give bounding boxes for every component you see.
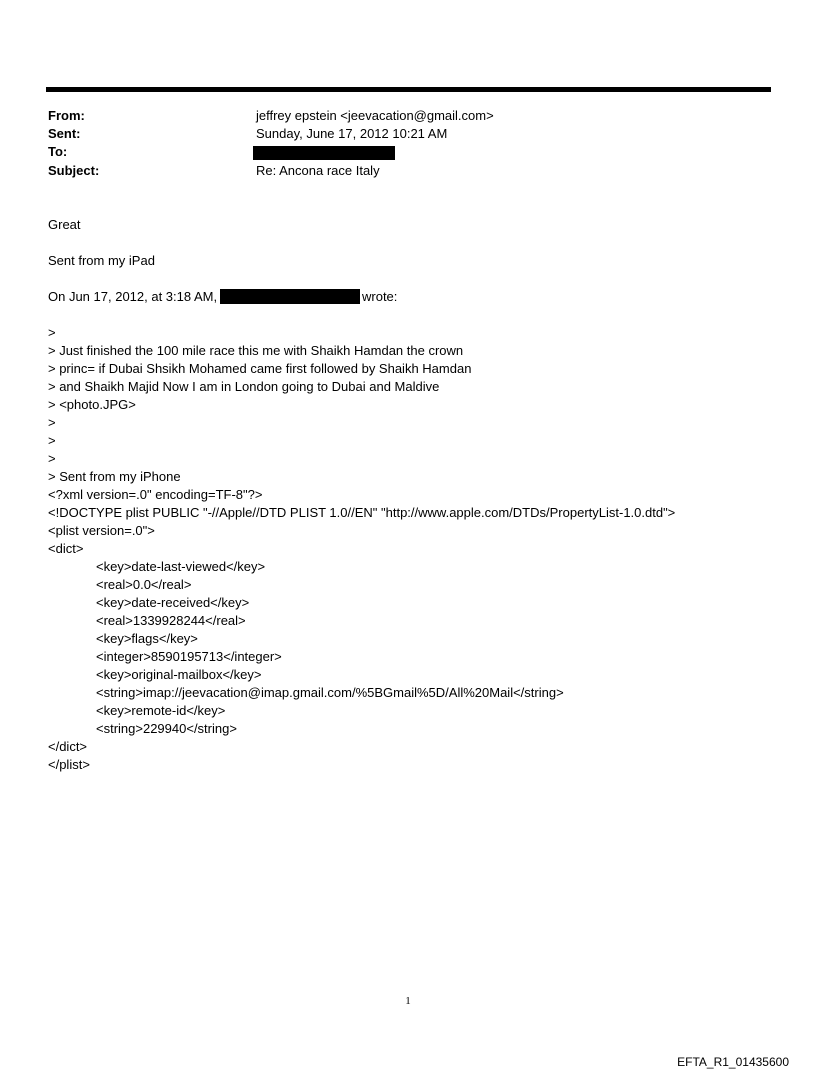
quoted-line: > Just finished the 100 mile race this me with Shaikh Hamdan the crown (48, 343, 464, 358)
quoted-line: > princ= if Dubai Shsikh Mohamed came first followed by Shaikh Hamdan (48, 361, 472, 376)
xml-line: <dict> (48, 541, 84, 556)
bates-number: EFTA_R1_01435600 (677, 1055, 789, 1069)
sender-redaction (220, 289, 360, 304)
xml-line: </dict> (48, 739, 88, 754)
from-label: From: (48, 108, 85, 123)
dict-entry: <real>0.0</real> (96, 577, 192, 592)
subject-value: Re: Ancona race Italy (256, 163, 380, 178)
xml-line: <plist version=.0"> (48, 523, 155, 538)
dict-entry: <string>229940</string> (96, 721, 237, 736)
dict-entry: <real>1339928244</real> (96, 613, 246, 628)
quote-intro-prefix: On Jun 17, 2012, at 3:18 AM, (48, 289, 218, 304)
page-number: 1 (405, 995, 411, 1007)
quoted-line: > (48, 451, 56, 466)
to-label: To: (48, 144, 68, 159)
quoted-line: > (48, 325, 56, 340)
sent-label: Sent: (48, 126, 81, 141)
dict-entry: <key>date-last-viewed</key> (96, 559, 266, 574)
signature: Sent from my iPad (48, 253, 155, 268)
reply-text: Great (48, 217, 81, 232)
dict-entry: <key>original-mailbox</key> (96, 667, 262, 682)
dict-entry: <string>imap://jeevacation@imap.gmail.com/%5BGmail%5D/All%20Mail</string> (96, 685, 564, 700)
quoted-line: > <photo.JPG> (48, 397, 136, 412)
to-redaction (253, 146, 395, 160)
from-value: jeffrey epstein <jeevacation@gmail.com> (256, 108, 494, 123)
xml-line: <!DOCTYPE plist PUBLIC "-//Apple//DTD PLIST 1.0//EN" "http://www.apple.com/DTDs/PropertyList-1.0.dtd"> (48, 505, 676, 520)
quoted-line: > and Shaikh Majid Now I am in London going to Dubai and Maldive (48, 379, 440, 394)
xml-line: <?xml version=.0" encoding=TF-8"?> (48, 487, 263, 502)
xml-line: </plist> (48, 757, 90, 772)
quoted-line: > (48, 415, 56, 430)
quoted-line: > (48, 433, 56, 448)
dict-entry: <key>remote-id</key> (96, 703, 226, 718)
dict-entry: <integer>8590195713</integer> (96, 649, 282, 664)
header-rule (46, 87, 771, 92)
sent-value: Sunday, June 17, 2012 10:21 AM (256, 126, 448, 141)
quoted-line: > Sent from my iPhone (48, 469, 181, 484)
dict-entry: <key>flags</key> (96, 631, 198, 646)
quote-intro-suffix: wrote: (362, 289, 398, 304)
dict-entry: <key>date-received</key> (96, 595, 250, 610)
subject-label: Subject: (48, 163, 100, 178)
